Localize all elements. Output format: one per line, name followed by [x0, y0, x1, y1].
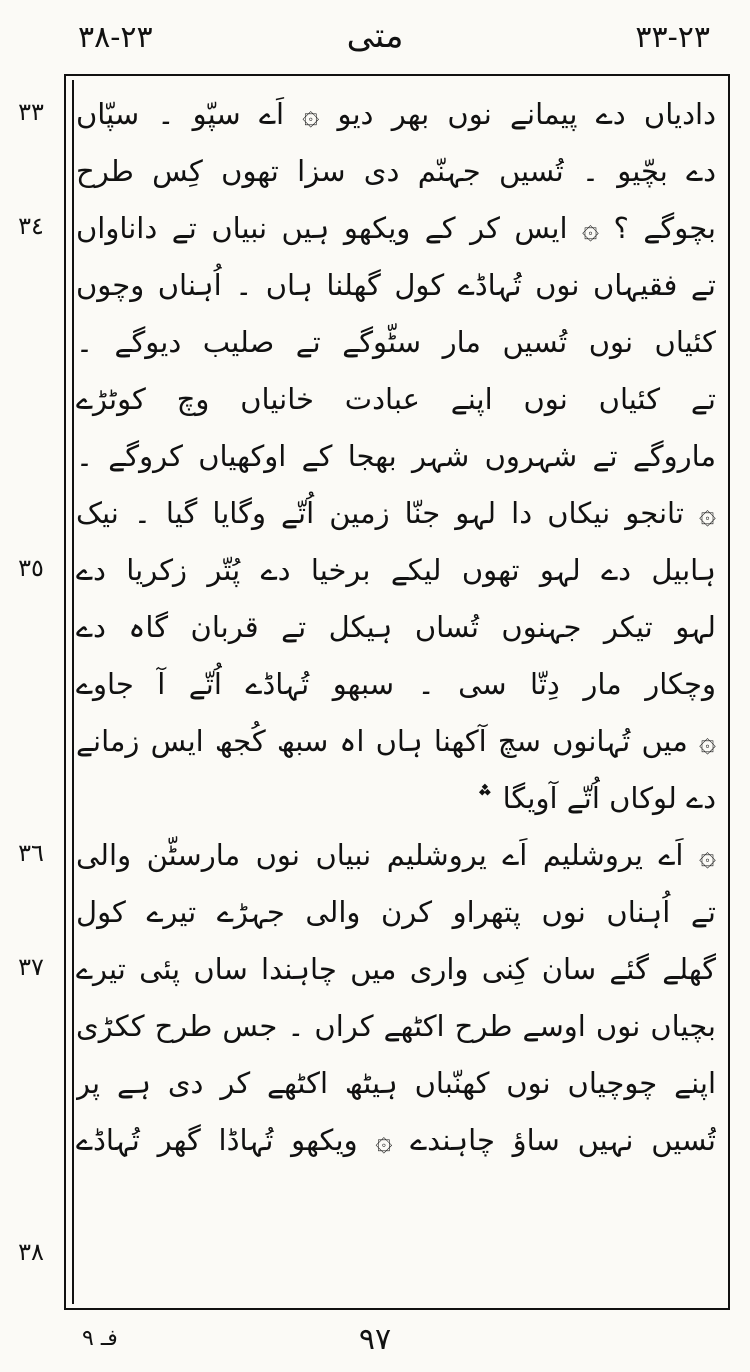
text-line: گھلے گئے سان کِنی واری میں چاہندا ساں پئی تیرے: [76, 952, 716, 986]
text-line: بچوگے ؟ ۞ ایس کر کے ویکھو ہیں نبیاں تے داناواں: [76, 211, 716, 245]
text-line: ۞ تانجو نیکاں دا لہو جنّا زمین اُتّے وگایا گیا ۔ نیک: [76, 496, 716, 530]
verse-number: ٣٦: [18, 839, 44, 867]
page-footer: [0, 1322, 750, 1362]
text-line: ماروگے تے شہروں شہر بھجا کے اوکھیاں کروگے ۔: [76, 439, 716, 473]
header-chapter-verse-end: ٢٣-٣٨: [78, 20, 153, 55]
text-line: دادیاں دے پیمانے نوں بھر دیو ۞ اَے سپّو ۔ سپّاں: [76, 97, 716, 131]
text-line: ہابیل دے لہو تھوں لیکے برخیا دے پُتّر زکریا دے: [76, 553, 716, 587]
header-chapter-verse-start: ٢٣-٣٣: [635, 20, 710, 55]
text-line: وچکار مار دِتّا سی ۔ سبھو تُہاڈے اُتّے آ جاوے: [76, 667, 716, 701]
verse-number: ٣٤: [18, 212, 44, 240]
text-line: دے لوکاں اُتّے آویگا ؞: [476, 781, 716, 815]
page-number: ٩٧: [358, 1322, 392, 1357]
printer-signature-mark: فـ ٩: [82, 1326, 118, 1351]
text-line: تے اُہناں نوں پتھراو کرن والی جہڑے تیرے کول: [76, 895, 716, 929]
verse-number: ٣٥: [18, 554, 44, 582]
text-line: تے فقیہاں نوں تُہاڈے کول گھلنا ہاں ۔ اُہناں وچوں: [76, 268, 716, 302]
text-line: بچیاں نوں اوسے طرح اکٹھے کراں ۔ جس طرح ککڑی: [76, 1009, 716, 1043]
text-line: کئیاں نوں تُسیں مار سٹّوگے تے صلیب دیوگے ۔: [76, 325, 716, 359]
text-line: دے بچّیو ۔ تُسیں جہنّم دی سزا تھوں کِس طرح: [76, 154, 716, 188]
verse-number: ٣٣: [18, 98, 44, 126]
verse-number: ٣٨: [18, 1238, 44, 1266]
text-line: تے کئیاں نوں اپنے عبادت خانیاں وچ کوٹڑے: [76, 382, 716, 416]
text-line: اپنے چوچیاں نوں کھنّباں ہیٹھ اکٹھے کر دی ہے پر: [76, 1066, 716, 1100]
header-book-title: متی: [346, 16, 404, 56]
text-line: ۞ اَے یروشلیم اَے یروشلیم نبیاں نوں مارسٹّن والی: [76, 838, 716, 872]
text-line: ۞ میں تُہانوں سچ آکھنا ہاں اہ سبھ کُجھ ایس زمانے: [76, 724, 716, 758]
scripture-text: [76, 86, 716, 1169]
verse-number: ٣٧: [18, 953, 44, 981]
text-line: تُسیں نہیں ساؤ چاہندے ۞ ویکھو تُہاڈا گھر تُہاڈے: [76, 1123, 716, 1157]
text-line: لہو تیکر جہنوں تُساں ہیکل تے قربان گاہ دے: [76, 610, 716, 644]
